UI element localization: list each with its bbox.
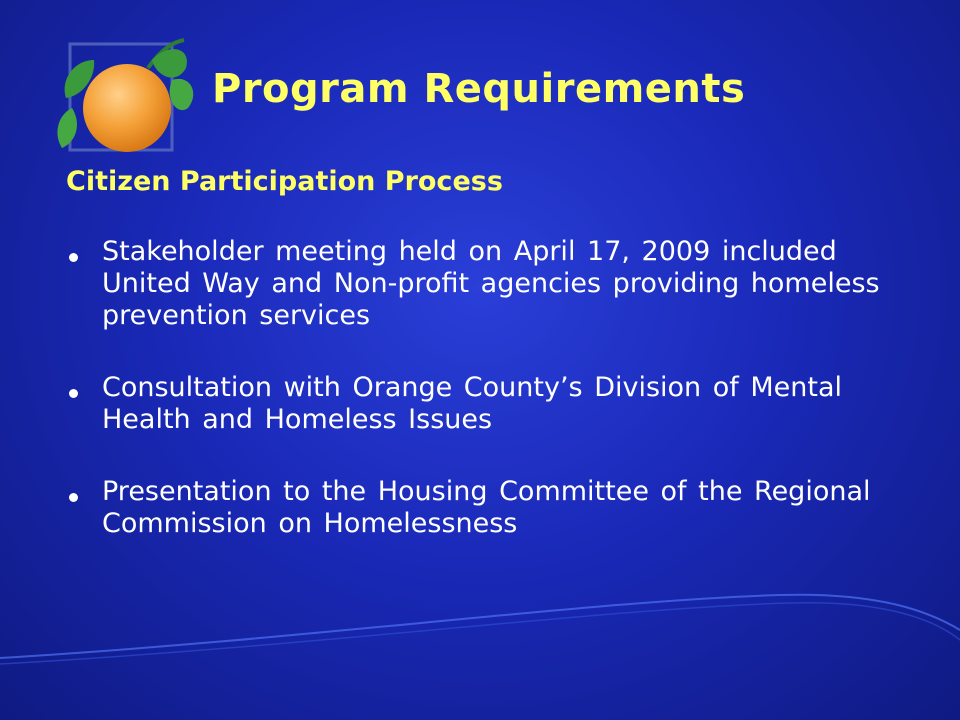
bullet-item: [66, 372, 886, 436]
bullet-dot-icon: [69, 493, 78, 502]
bullet-text: Consultation with Orange County’s Division of Mental Health and Homeless Issues: [102, 372, 843, 435]
slide-title: Program Requirements: [212, 66, 746, 112]
bullet-dot-icon: [69, 389, 78, 398]
bullet-list: [66, 236, 886, 580]
bullet-item: [66, 476, 886, 540]
orange-with-leaves-icon: [52, 38, 202, 163]
slide-subtitle: Citizen Participation Process: [66, 166, 503, 197]
bullet-text: Stakeholder meeting held on April 17, 2009 included United Way and Non-profit agencies providing homeless prevention services: [102, 236, 880, 331]
bullet-item: [66, 236, 886, 332]
bullet-text: Presentation to the Housing Committee of the Regional Commission on Homelessness: [102, 476, 871, 539]
bullet-dot-icon: [69, 253, 78, 262]
